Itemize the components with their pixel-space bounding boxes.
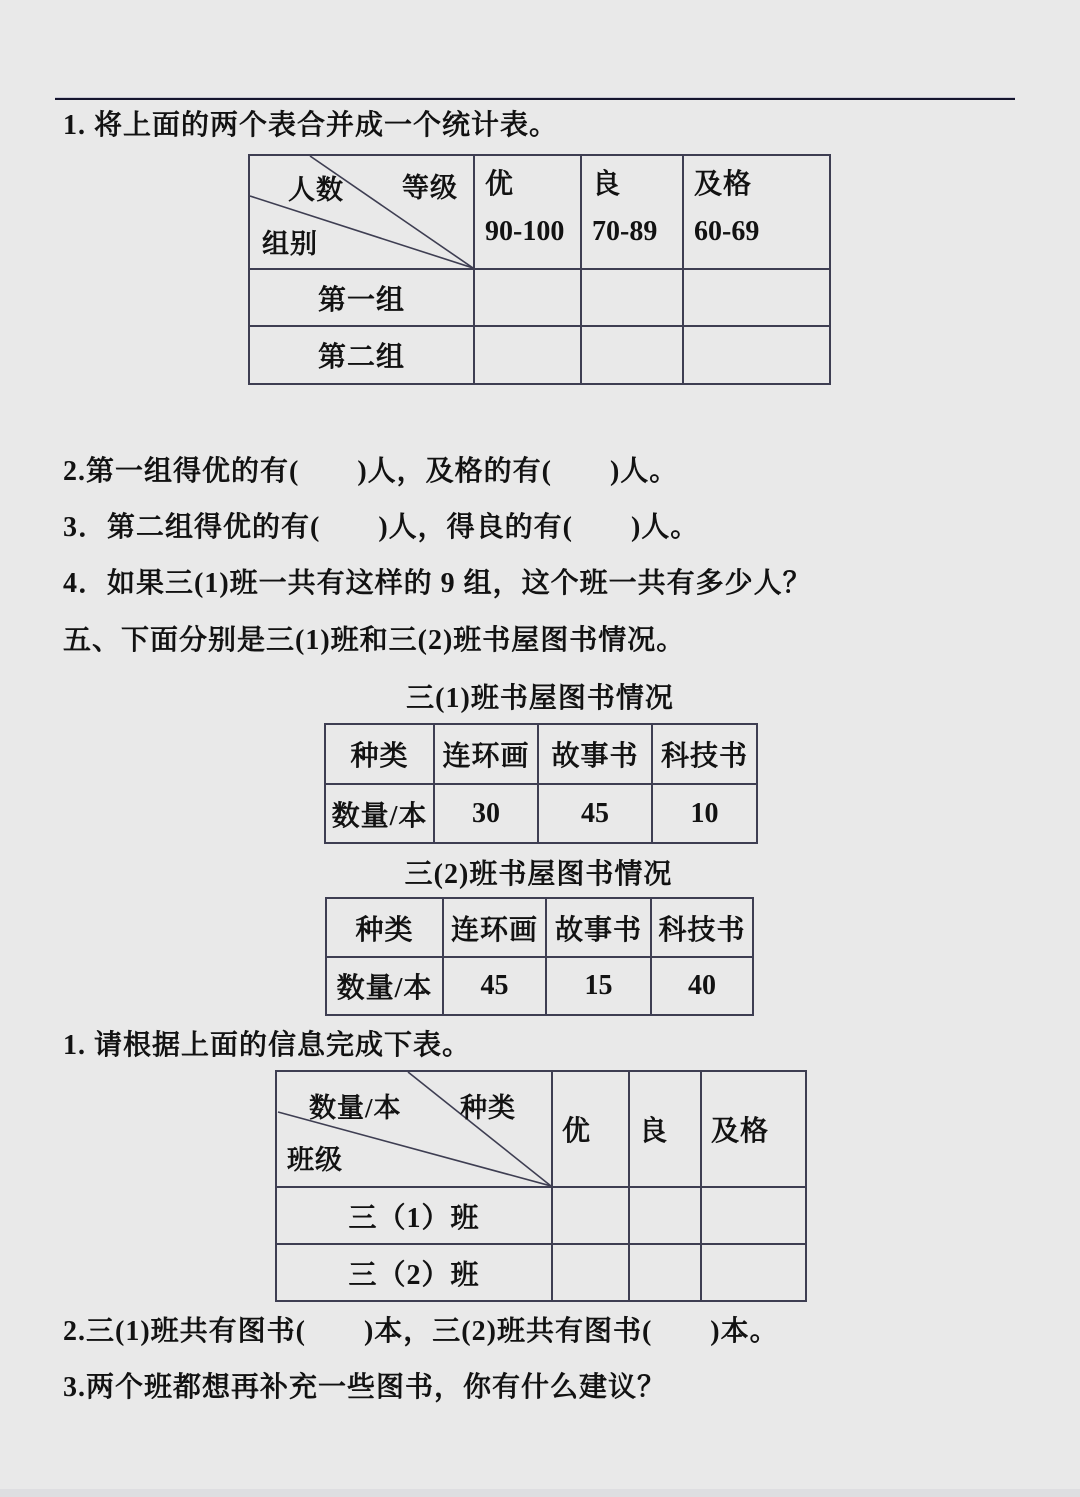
merge-col-header-you (473, 156, 580, 268)
empty-answer-cell (682, 268, 829, 325)
books-header-science: 科技书 (651, 725, 756, 783)
class1-books-table (324, 723, 758, 844)
merge-row-label-group1: 第一组 (250, 268, 473, 325)
empty-answer-cell (700, 1243, 805, 1300)
merge-statistics-table (248, 154, 831, 385)
grade-label: 优 (485, 169, 515, 200)
corner-label-zhonglei: 种类 (460, 1093, 516, 1123)
empty-answer-cell (628, 1243, 700, 1300)
summary-col-header-you: 优 (551, 1072, 628, 1186)
summary-col-header-jige: 及格 (700, 1072, 805, 1186)
score-range: 90-100 (485, 216, 565, 247)
books-value-science: 40 (650, 956, 752, 1014)
grade-label: 及格 (694, 169, 753, 200)
books-row-label: 数量/本 (327, 956, 442, 1014)
summary-row-label-class2: 三（2）班 (277, 1243, 551, 1300)
question-2: 2.第一组得优的有( )人，及格的有( )人。 (63, 456, 679, 487)
question-total-books: 2.三(1)班共有图书( )本，三(2)班共有图书( )本。 (63, 1316, 779, 1347)
grade-label: 良 (592, 169, 622, 200)
books-header-comics: 连环画 (442, 899, 545, 956)
merge-row-label-group2: 第二组 (250, 325, 473, 383)
books-value-comics: 30 (433, 783, 537, 842)
empty-answer-cell (580, 268, 682, 325)
summary-table (275, 1070, 807, 1302)
corner-label-banji: 班级 (287, 1145, 343, 1175)
question-suggestion: 3.两个班都想再补充一些图书，你有什么建议？ (63, 1372, 667, 1403)
question-3: 3．第二组得优的有( )人，得良的有( )人。 (63, 512, 700, 543)
books-header-kind: 种类 (355, 914, 414, 946)
books-header-science: 科技书 (650, 899, 752, 956)
score-range: 70-89 (592, 216, 658, 247)
empty-answer-cell (628, 1186, 700, 1243)
corner-label-zubie: 组别 (262, 229, 318, 259)
books-header-story: 故事书 (537, 725, 651, 783)
question-merge-prompt: 1. 将上面的两个表合并成一个统计表。 (63, 110, 559, 141)
empty-answer-cell (551, 1186, 628, 1243)
empty-answer-cell (700, 1186, 805, 1243)
books-header-comics: 连环画 (433, 725, 537, 783)
empty-answer-cell (580, 325, 682, 383)
empty-answer-cell (551, 1243, 628, 1300)
books-value-story: 45 (537, 783, 651, 842)
empty-answer-cell (682, 325, 829, 383)
merge-col-header-jige (682, 156, 829, 268)
class2-books-table (325, 897, 754, 1016)
books-row-label: 数量/本 (326, 783, 433, 842)
books-value-comics: 45 (442, 956, 545, 1014)
corner-label-renshu: 人数 (288, 175, 344, 205)
question-4: 4．如果三(1)班一共有这样的 9 组，这个班一共有多少人？ (63, 568, 812, 599)
corner-label-dengji: 等级 (402, 173, 458, 203)
summary-col-header-liang: 良 (628, 1072, 700, 1186)
summary-row-label-class1: 三（1）班 (277, 1186, 551, 1243)
complete-table-prompt: 1. 请根据上面的信息完成下表。 (63, 1030, 472, 1061)
empty-answer-cell (473, 325, 580, 383)
books-header-kind: 种类 (350, 741, 409, 772)
merge-col-header-liang (580, 156, 682, 268)
class2-books-table-title: 三(2)班书屋图书情况 (404, 859, 673, 890)
books-header-story: 故事书 (545, 899, 650, 956)
books-value-story: 15 (545, 956, 650, 1014)
books-value-science: 10 (651, 783, 756, 842)
summary-table-corner-cell (277, 1072, 551, 1186)
score-range: 60-69 (694, 216, 760, 247)
corner-label-shuliang: 数量/本 (309, 1093, 402, 1123)
section-5-heading: 五、下面分别是三(1)班和三(2)班书屋图书情况。 (63, 625, 686, 656)
merge-table-corner-cell (250, 156, 473, 268)
page-bottom-shade (0, 1489, 1080, 1497)
empty-answer-cell (473, 268, 580, 325)
class1-books-table-title: 三(1)班书屋图书情况 (406, 683, 674, 714)
top-rule-divider (55, 97, 1015, 100)
